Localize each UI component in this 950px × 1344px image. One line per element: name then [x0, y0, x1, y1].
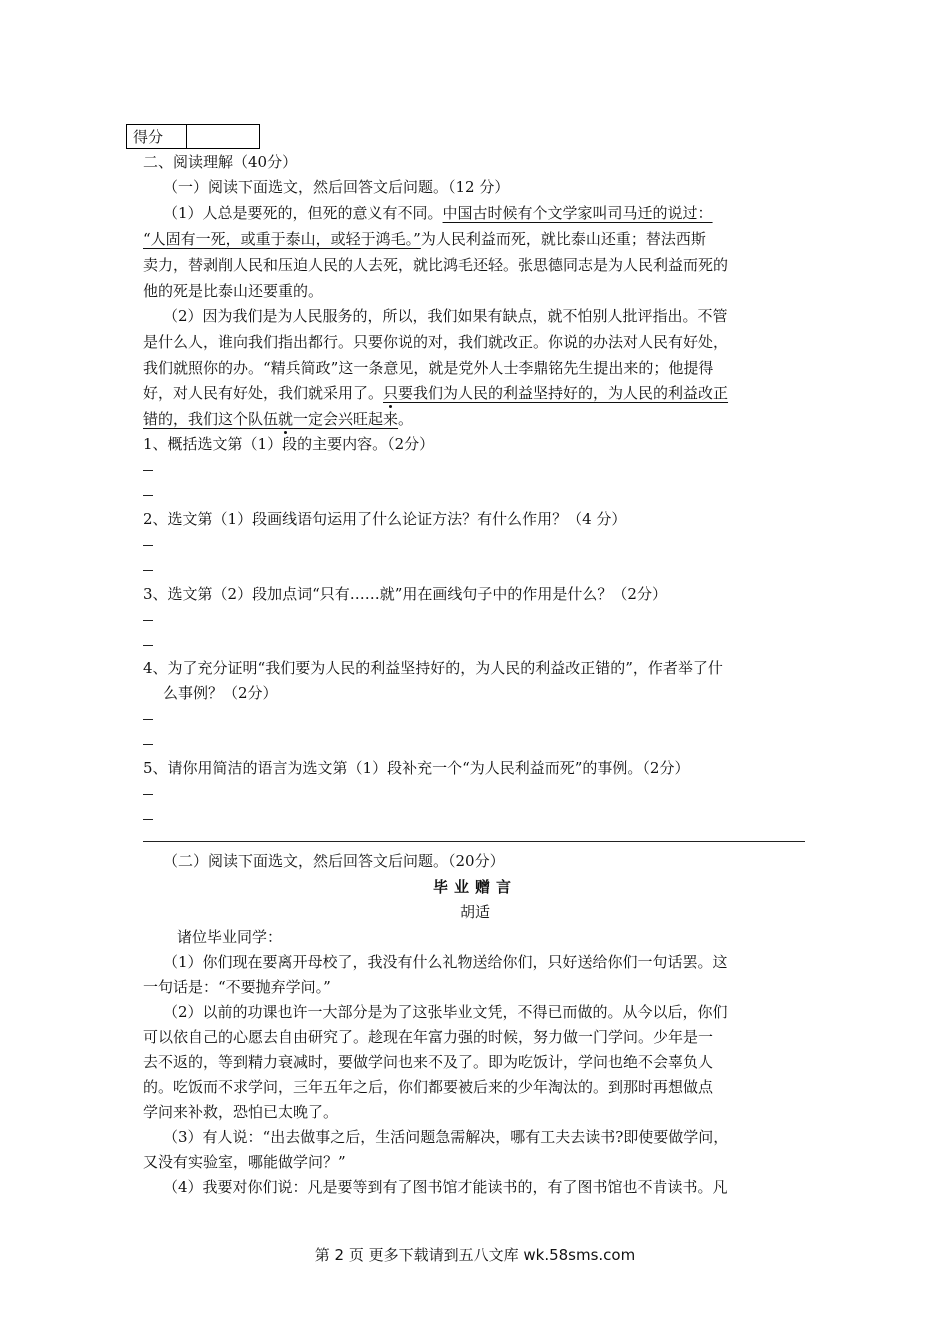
answer-blank[interactable] [143, 744, 153, 745]
p1-line-3: 卖力，替剥削人民和压迫人民的人去死，就比鸿毛还轻。张思德同志是为人民利益而死的 [143, 256, 729, 274]
answer-blank[interactable] [143, 570, 153, 571]
question-5: 5、请你用简洁的语言为选文第（1）段补充一个“为人民利益而死”的事例。（2分） [143, 759, 690, 777]
answer-blank[interactable] [143, 719, 153, 720]
answer-blank[interactable] [143, 794, 153, 795]
p-two-2-line-4: 的。吃饭而不求学问，三年五年之后，你们都要被后来的少年淘汰的。到那时再想做点 [143, 1078, 714, 1096]
underlined-sentence: 中国古时候有个文学家叫司马迁的说过： [442, 204, 713, 222]
emphasis-dot-zhi: 只 [383, 384, 399, 402]
p2-text: 好，对人民有好处，我们就采用了。 [143, 384, 384, 402]
score-label: 得分 [127, 125, 187, 148]
answer-blank[interactable] [143, 645, 153, 646]
p-two-1-line-1: （1）你们现在要离开母校了，我没有什么礼物送给你们，只好送给你们一句话罢。这 [163, 953, 728, 971]
question-4-cont: 么事例？（2分） [163, 684, 278, 702]
passage-author: 胡适 [459, 903, 490, 921]
salutation: 诸位毕业同学： [177, 928, 283, 946]
answer-blank[interactable] [143, 819, 153, 820]
p2-line-4 [143, 382, 728, 404]
question-4: 4、为了充分证明“我们要为人民的利益坚持好的，为人民的利益改正错的”，作者举了什 [143, 659, 723, 677]
score-value-field[interactable] [187, 125, 259, 148]
p2-text: 。 [398, 410, 414, 428]
answer-blank[interactable] [143, 620, 153, 621]
underlined-text: 错的，我们这个队伍 [143, 410, 279, 428]
emphasis-dot-jiu: 就 [278, 410, 294, 428]
p1-text: 为人民利益而死，就比泰山还重；替法西斯 [420, 230, 706, 248]
underlined-text: 要我们为人民的利益坚持好的，为人民的利益改正 [398, 384, 729, 402]
underlined-text: 一定会兴旺起来 [293, 410, 399, 428]
p2-line-1: （2）因为我们是为人民服务的，所以，我们如果有缺点，就不怕别人批评指出。不管 [163, 307, 728, 325]
section-divider [143, 841, 805, 842]
p2-line-2: 是什么人，谁向我们指出都行。只要你说的对，我们就改正。你说的办法对人民有好处， [143, 333, 729, 351]
p2-line-5 [143, 408, 413, 430]
p-two-1-line-2: 一句话是：“不要抛弃学问。” [143, 978, 331, 996]
p-two-3-line-1: （3）有人说：“出去做事之后，生活问题急需解决，哪有工夫去读书?即使要做学问， [163, 1128, 729, 1146]
part-one-intro: （一）阅读下面选文，然后回答文后问题。（12 分） [163, 178, 510, 196]
p-two-2-line-2: 可以依自己的心愿去自由研究了。趁现在年富力强的时候，努力做一门学问。少年是一 [143, 1028, 714, 1046]
underlined-sentence [383, 384, 728, 402]
p-two-2-line-5: 学问来补救，恐怕已太晚了。 [143, 1103, 339, 1121]
p-two-2-line-3: 去不返的，等到精力衰减时，要做学问也来不及了。即为吃饭计，学问也绝不会辜负人 [143, 1053, 714, 1071]
section-heading: 二、阅读理解（40分） [143, 153, 298, 171]
p-two-2-line-1: （2）以前的功课也许一大部分是为了这张毕业文凭，不得已而做的。从今以后，你们 [163, 1003, 728, 1021]
passage-title: 毕业赠言 [432, 878, 517, 896]
question-2: 2、选文第（1）段画线语句运用了什么论证方法？有什么作用？（4 分） [143, 510, 627, 528]
p2-line-3: 我们就照你的办。“精兵简政”这一条意见，就是党外人士李鼎铭先生提出来的；他提得 [143, 359, 714, 377]
underlined-sentence [143, 410, 398, 428]
part-two-intro: （二）阅读下面选文，然后回答文后问题。（20分） [163, 852, 505, 870]
answer-blank[interactable] [143, 495, 153, 496]
p1-line-4: 他的死是比泰山还要重的。 [143, 282, 324, 300]
p-two-3-line-2: 又没有实验室，哪能做学问？” [143, 1153, 346, 1171]
p1-line-2 [143, 228, 706, 250]
answer-blank[interactable] [143, 470, 153, 471]
page-footer: 第 2 页 更多下载请到五八文库 wk.58sms.com [314, 1246, 636, 1264]
score-box [126, 124, 260, 149]
underlined-quote: “人固有一死，或重于泰山，或轻于鸿毛。” [143, 230, 421, 248]
p1-line-1 [163, 202, 713, 224]
question-1: 1、概括选文第（1）段的主要内容。（2分） [143, 435, 435, 453]
question-3: 3、选文第（2）段加点词“只有……就”用在画线句子中的作用是什么？（2分） [143, 585, 667, 603]
p-two-4-line-1: （4）我要对你们说：凡是要等到有了图书馆才能读书的，有了图书馆也不肯读书。凡 [163, 1178, 728, 1196]
p1-text: （1）人总是要死的，但死的意义有不同。 [163, 204, 443, 222]
answer-blank[interactable] [143, 545, 153, 546]
